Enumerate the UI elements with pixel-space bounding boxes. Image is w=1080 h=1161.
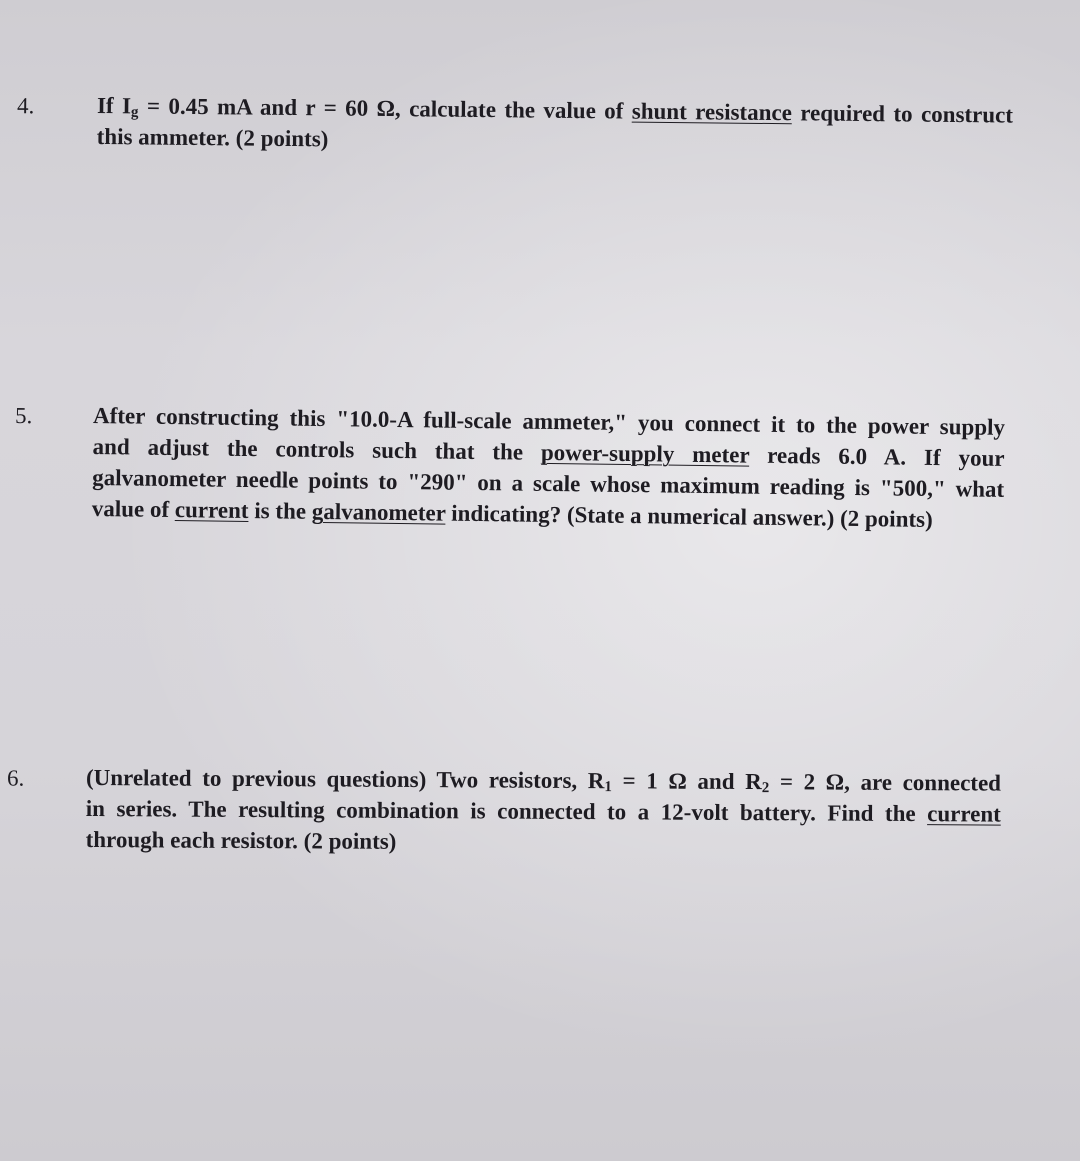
underlined-term: current xyxy=(927,801,1001,827)
text-segment: reads 6.0 A. If your xyxy=(749,442,1005,471)
question-line xyxy=(86,824,1001,861)
question-text xyxy=(92,400,1006,536)
text-segment: = 0.45 mA and r = 60 Ω, calculate the value of xyxy=(138,93,632,124)
text-segment: = 2 Ω, are connected xyxy=(769,769,1002,796)
subscript: 1 xyxy=(604,779,612,796)
text-segment: this ammeter. (2 points) xyxy=(96,123,329,152)
text-segment: through each resistor. (2 points) xyxy=(85,827,397,854)
text-segment: If I xyxy=(96,92,132,119)
question-text xyxy=(97,90,1014,162)
text-segment: After constructing this "10.0-A full-scale ammeter," you connect it to the power supply xyxy=(92,402,1006,440)
question-text xyxy=(86,762,1002,861)
text-segment: required to construct xyxy=(791,100,1014,128)
underlined-term: current xyxy=(174,497,249,524)
text-segment: and adjust the controls such that the xyxy=(92,433,542,465)
subscript: g xyxy=(130,104,139,121)
text-segment: = 1 Ω and R xyxy=(611,768,762,795)
text-segment: in series. The resulting combination is connected to a 12-volt battery. Find the xyxy=(85,796,928,827)
text-segment: is the xyxy=(248,498,312,524)
text-segment: indicating? (State a numerical answer.) (2 points) xyxy=(445,500,933,532)
underlined-term: galvanometer xyxy=(311,498,446,526)
question-number: 4. xyxy=(16,93,35,119)
text-segment: value of xyxy=(91,495,176,523)
underlined-term: shunt resistance xyxy=(631,98,793,126)
text-segment: (Unrelated to previous questions) Two resistors, R xyxy=(85,765,605,794)
text-segment: galvanometer needle points to "290" on a scale whose maximum reading is "500," what xyxy=(92,464,1005,502)
underlined-term: power-supply meter xyxy=(540,439,750,468)
question-number: 5. xyxy=(14,402,33,429)
question-6 xyxy=(0,761,1080,854)
subscript: 2 xyxy=(761,780,770,797)
question-5 xyxy=(0,399,1080,532)
question-number: 6. xyxy=(6,765,25,791)
question-4 xyxy=(0,89,1080,152)
